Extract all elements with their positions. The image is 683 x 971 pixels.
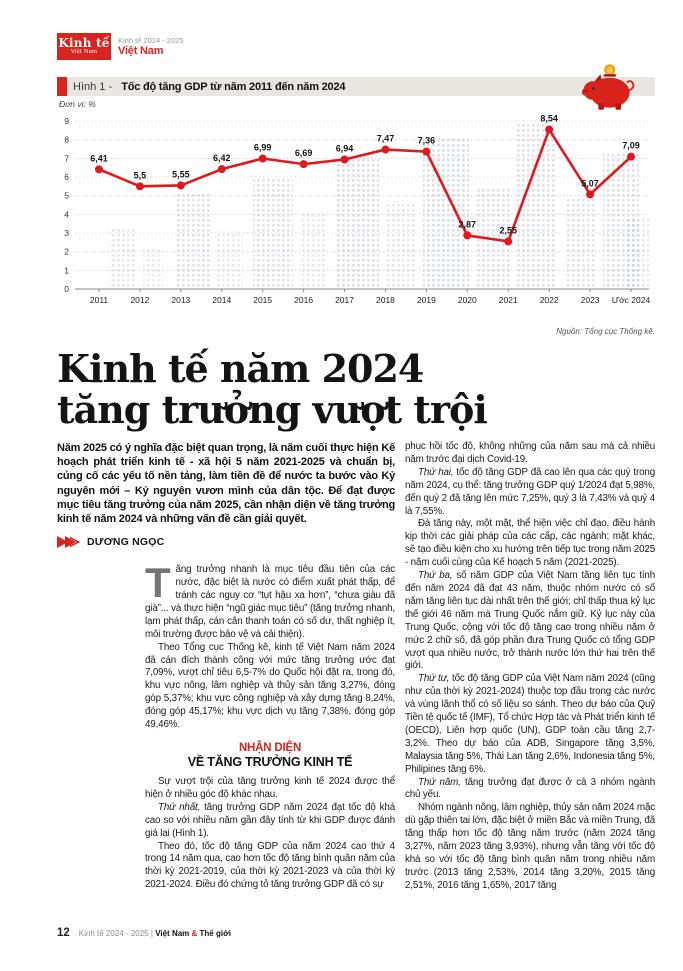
author-byline [57,536,395,548]
paragraph: Theo Tổng cục Thống kê, kinh tế Việt Nam năm 2024 đã cán đích thành công với mức tăng trưởng ước đạt 7,09%, vượt chỉ tiêu 6,5-7% do Quốc hội đặt ra, trong đó, khu vực nông, lâm nghiệp và thủy sản tăng 3,27%, đóng góp 5,37%; khu vực công nghiệp và xây dựng tăng 8,24%, đóng góp 45,17%; khu vực dịch vụ tăng 7,38%, đóng góp 49,46%. [145,641,395,731]
x-axis-tick-label: 2022 [539,295,559,305]
data-point-marker [627,153,635,161]
figure-label: Hình 1 - [73,80,116,93]
figure-1-chart-card [57,77,655,336]
data-point-marker [136,182,144,190]
skyline-decoration [627,219,649,289]
paragraph-lead-in: Thứ năm, [418,776,461,788]
x-axis-tick-label: 2015 [253,295,273,305]
y-axis-tick-label: 4 [64,209,69,220]
figure-title: Tốc độ tăng GDP từ năm 2011 đến năm 2024 [121,80,346,93]
article-lede: Năm 2025 có ý nghĩa đặc biệt quan trọng, là năm cuối thực hiện Kế hoạch phát triển kinh tế - xã hội 5 năm 2021-2025 và chuẩn bị, củng cố các yếu tố nền tảng, làm tiền đề để nước ta bước vào Kỷ nguyên mới – Kỷ nguyên vươn mình của dân tộc. Để đạt được mục tiêu tăng trưởng của năm 2025, cần nhận diện về tăng trưởng kinh tế năm 2024 và những vấn đề cần giải quyết. [57,442,395,526]
y-axis-tick-label: 3 [64,228,69,238]
piggy-bank-icon [577,60,641,114]
y-axis-tick-label: 8 [64,134,69,145]
article-left-side [57,441,395,955]
y-axis-tick-label: 5 [64,190,69,201]
data-point-marker [177,181,185,189]
x-axis-tick-label: 2019 [416,295,436,305]
logo-subtitle: Việt Nam [70,49,98,55]
paragraph-lead-in: Thứ tư, [418,673,450,685]
data-point-marker [463,231,471,239]
paragraph: Nhóm ngành nông, lâm nghiệp, thủy sản năm 2024 mặc dù gặp thiên tai lớn, đặc biệt ở miền Bắc và miền Trung, đã tăng thấp hơn tốc độ tăng năm trước (năm 2024 tăng 3,27%, năm 2023 tăng 3,93%), nhưng vẫn tăng với tốc độ khá so với tốc độ tăng bình quân năm trong nhiều năm trước (2013 tăng 2,53%, 2014 tăng 3,20%, 2015 tăng 2,51%, 2016 tăng 1,65%, 2017 tăng [405,802,655,891]
y-axis-tick-label: 7 [64,153,69,164]
gdp-line-chart [57,109,655,321]
page-footer [57,927,231,939]
skyline-decoration [335,159,379,289]
y-axis-tick-label: 0 [64,284,69,294]
data-point-marker [95,165,103,173]
y-axis-tick-label: 9 [64,116,69,126]
data-point-marker [341,155,349,163]
x-axis-tick-label: 2021 [498,295,518,305]
data-point-label: 6,69 [294,148,313,159]
x-axis-tick-label: 2013 [171,295,191,305]
data-point-label: 2,55 [499,225,517,236]
x-axis-tick-label: 2016 [294,295,314,305]
edition-label: Kinh tế 2024 - 2025 [118,35,184,45]
data-point-marker [381,146,389,154]
data-point-label: 5,07 [581,178,599,189]
skyline-decoration [143,249,163,289]
x-axis-tick-label: 2020 [457,295,477,305]
data-point-marker [545,126,553,134]
x-axis-tick-label: 2012 [130,295,150,305]
paragraph: Thứ năm, tăng trưởng đạt được ở cả 3 nhóm ngành chủ yếu. [405,776,655,801]
data-point-marker [218,165,226,173]
data-point-label: 8,54 [540,113,558,124]
skyline-decoration [217,231,243,289]
skyline-decoration [517,124,557,289]
footer-edition: Kinh tế 2024 - 2025 [78,929,149,938]
data-point-label: 7,36 [417,135,436,146]
data-point-marker [259,155,267,163]
author-arrow-icon [57,536,81,548]
page-number: 12 [57,927,70,939]
article-title-line2: tăng trưởng vượt trội [57,387,487,432]
x-axis-tick-label: 2011 [89,295,109,305]
x-axis-tick-label: 2023 [580,295,600,305]
article-title-line1: Kinh tế năm 2024 [57,346,424,391]
skyline-decoration [109,229,135,289]
paragraph: Thứ tư, tốc độ tăng GDP của Việt Nam năm 2024 (cũng như của thời kỳ 2021-2024) thuộc top đầu trong các nước và vùng lãnh thổ có số liệu so sánh. Theo dự báo của Quỹ Tiền tệ quốc tế (IMF), Tổ chức Hợp tác và Phát triển kinh tế (OECD), Liên hợp quốc (UN), GDP toàn cầu tăng 2,7-3,2%. Theo dự báo của ADB, Singapore tăng 3,5%, Malaysia tăng 5%, Thái Lan tăng 2,6%, Indonesia tăng 5%, Philipines tăng 6%. [405,673,655,775]
data-point-label: 6,41 [90,153,108,164]
paragraph: Tăng trưởng nhanh là mục tiêu đầu tiên của các nước, đặc biệt là nước có điểm xuất phát thấp, để tránh các nguy cơ “tụt hậu xa hơn”, “chưa giàu đã già”... và thực hiện “ngũ giác mục tiêu” (tăng trưởng nhanh, lạm phát thấp, cán cân thanh toán có số dư, thất nghiệp ít, môi trường được bảo vệ và cải thiện). [145,564,395,640]
logo-title: Kinh tế [58,36,110,50]
footer-meta [79,929,231,938]
data-point-marker [422,148,430,156]
data-point-label: 5,55 [172,169,190,180]
figure-title-bar [57,77,655,96]
section-heading-red: NHẬN DIỆN [238,742,302,754]
article-body [57,441,655,955]
section-heading [145,741,395,769]
body-left-column [145,564,395,955]
paragraph: Thứ nhất, tăng trưởng GDP năm 2024 đạt tốc độ khá cao so với nhiều năm gần đây tính từ khi GDP được đánh giá lại (Hình 1). [145,801,395,839]
paragraph-lead-in: Thứ hai, [418,466,454,478]
footer-ampersand: & [191,929,198,938]
y-axis-tick-label: 6 [64,172,69,182]
paragraph-lead-in: Thứ ba, [418,570,453,582]
data-point-marker [300,160,308,168]
data-point-label: 6,42 [213,153,231,164]
data-point-marker [586,190,594,198]
skyline-decoration [177,194,211,289]
footer-region: Việt Nam [155,929,190,938]
masthead-edition [118,33,183,60]
paragraph: Thứ ba, số năm GDP của Việt Nam tăng liên tục tính đến năm 2024 đã đạt 43 năm, thuộc nhóm nước có số năm tăng liên tục dài nhất trên thế giới; chỉ thấp thua kỷ lục thế giới 46 năm mà Trung Quốc nắm giữ. Kỷ lục này của Trung Quốc, cộng với tốc độ tăng cao trong nhiều năm ở mức 2 chữ số, đã góp phần đưa Trung Quốc có tổng GDP vượt qua nhiều nước, trở thành nước lớn thứ hai trên thế giới. [405,570,655,672]
data-point-marker [504,237,512,245]
footer-separator: | [150,929,153,938]
skyline-decoration [565,197,595,289]
paragraph: Thứ hai, tốc độ tăng GDP đã cao lên qua các quý trong năm 2024, cụ thể: tăng trưởng GDP quý 1/2024 đạt 5,98%, đến quý 2 đã tăng lên mức 7,25%, quý 3 là 7,43% và quý 4 là 7,55%. [405,466,655,517]
drop-cap: T [145,564,171,607]
y-axis-tick-label: 2 [64,246,69,257]
y-axis-tick-label: 1 [64,265,69,276]
masthead [57,33,655,63]
body-right-column [405,441,655,955]
article-title [57,348,655,430]
x-axis-tick-label: 2014 [212,295,232,305]
x-axis-tick-label: 2018 [376,295,395,305]
x-axis-tick-label: 2017 [335,295,354,305]
figure-accent-square [57,77,67,96]
data-point-label: 7,47 [376,133,395,144]
section-heading-black: VỀ TĂNG TRƯỞNG KINH TẾ [187,755,353,769]
paragraph-lead-in: Thứ nhất, [158,801,201,813]
data-point-label: 7,09 [622,140,640,151]
magazine-logo [57,33,111,60]
paragraph: Sự vượt trội của tăng trưởng kinh tế 2024 được thể hiện ở nhiều góc độ khác nhau. [145,776,395,800]
unit-label: Đơn vị: % [59,99,96,109]
source-label: Nguồn: Tổng cục Thống kê. [556,327,655,336]
author-name: DƯƠNG NGỌC [87,536,165,549]
x-axis-tick-label: Ước 2024 [611,295,651,305]
data-point-label: 2,87 [458,219,477,230]
paragraph: Theo đó, tốc độ tăng GDP của năm 2024 cao thứ 4 trong 14 năm qua, cao hơn tốc độ tăng bình quân năm của thời kỳ 2021-2019, của thời kỳ 2021-2023 và của thời kỳ 2021-2024. Điều đó chứng tỏ tăng trưởng GDP đã có sự [145,840,395,891]
footer-scope: Thế giới [199,929,231,938]
data-point-label: 6,94 [335,143,354,154]
paragraph: phục hồi tốc độ, không những của năm sau mà cả nhiều năm trước đại dịch Covid-19. [405,441,655,465]
region-label: Việt Nam [118,44,164,57]
data-point-label: 6,99 [253,142,272,153]
data-point-label: 5,5 [133,170,147,181]
paragraph: Đà tăng này, một mặt, thể hiện việc chỉ đạo, điều hành kịp thời các giải pháp của các cấp, các ngành; mặt khác, sẽ tạo điều kiện cho xu hướng trên tiếp tục trong năm 2025 - năm cuối cùng của Kế hoạch 5 năm (2021-2025). [405,518,655,569]
